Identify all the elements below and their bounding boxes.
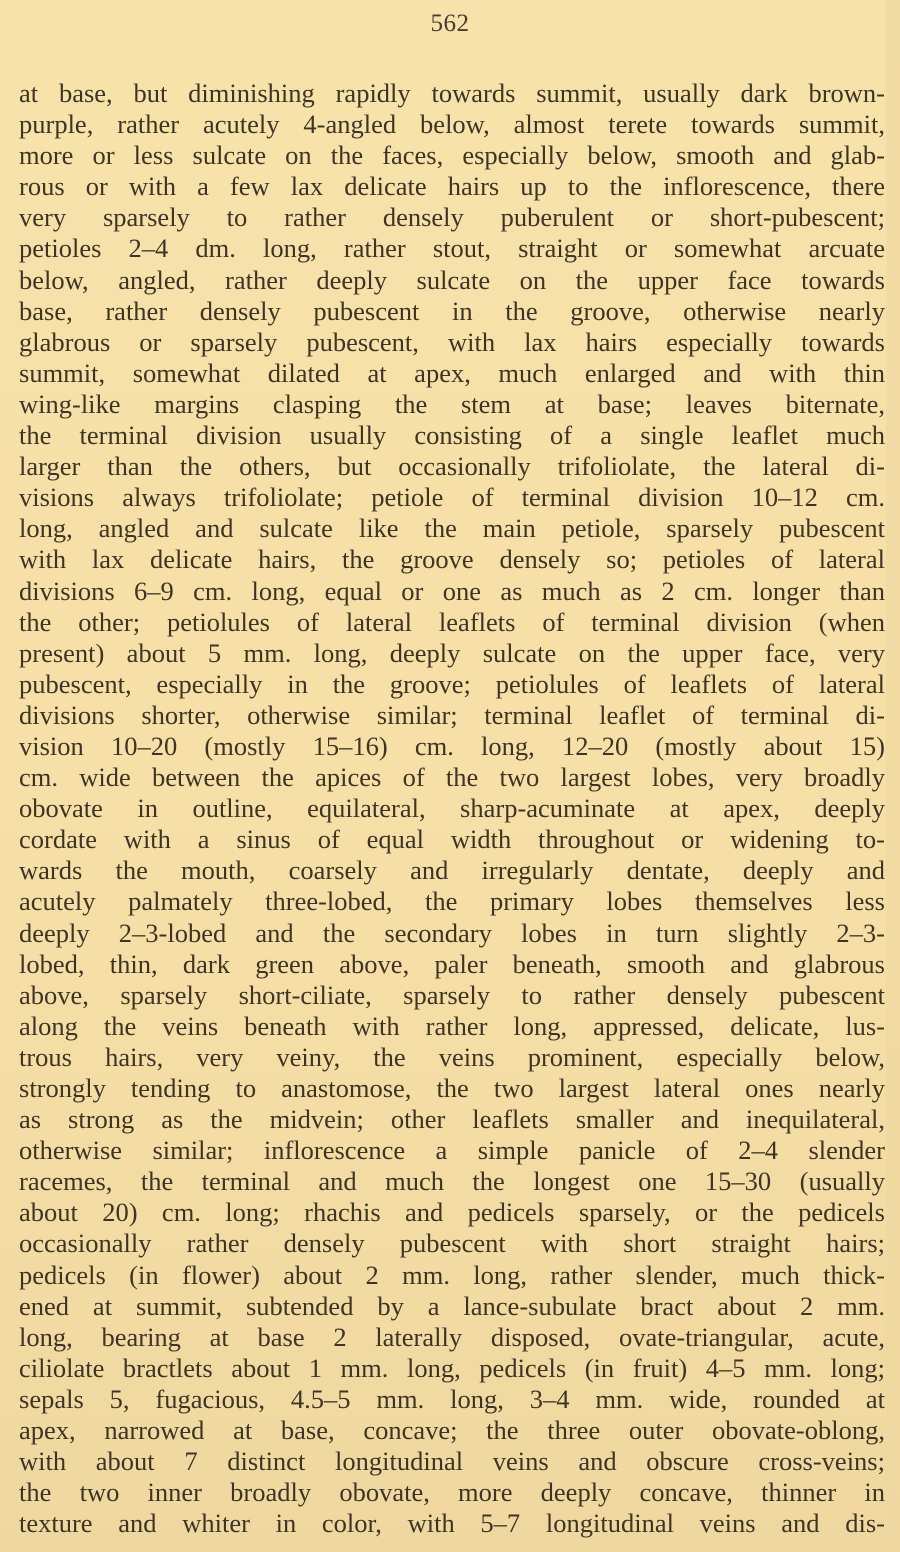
text-line: cm. wide between the apices of the two largest lobes, very broadly [19, 762, 885, 793]
text-line: otherwise similar; inflorescence a simple panicle of 2–4 slender [19, 1135, 885, 1166]
text-line: the other; petiolules of lateral leaflets of terminal division (when [19, 606, 885, 637]
page-edge [886, 0, 900, 1552]
text-line: ened at summit, subtended by a lance-subulate bract about 2 mm. [19, 1290, 885, 1321]
text-line: obovate in outline, equilateral, sharp-acuminate at apex, deeply [19, 793, 885, 824]
text-line: glabrous or sparsely pubescent, with lax hairs especially towards [19, 326, 885, 357]
text-line: acutely palmately three-lobed, the primary lobes themselves less [19, 886, 885, 917]
text-line: texture and whiter in color, with 5–7 longitudinal veins and dis- [19, 1508, 885, 1539]
text-line: base, rather densely pubescent in the groove, otherwise nearly [19, 295, 885, 326]
text-line: pedicels (in flower) about 2 mm. long, rather slender, much thick- [19, 1259, 885, 1290]
text-line: strongly tending to anastomose, the two largest lateral ones nearly [19, 1073, 885, 1103]
text-line: purple, rather acutely 4-angled below, almost terete towards summit, [19, 109, 885, 140]
text-line: below, angled, rather deeply sulcate on the upper face towards [19, 264, 885, 295]
text-line: racemes, the terminal and much the longest one 15–30 (usually [19, 1166, 885, 1197]
text-line: with about 7 distinct longitudinal veins and obscure cross-veins; [19, 1446, 885, 1477]
text-line: cordate with a sinus of equal width throughout or widening to- [19, 824, 885, 855]
text-line: with lax delicate hairs, the groove densely so; petioles of lateral [19, 544, 885, 575]
text-line: present) about 5 mm. long, deeply sulcate on the upper face, very [19, 637, 885, 668]
text-line: as strong as the midvein; other leaflets smaller and inequilateral, [19, 1104, 885, 1135]
text-line: visions always trifoliolate; petiole of terminal division 10–12 cm. [19, 482, 885, 513]
text-line: the two inner broadly obovate, more deeply concave, thinner in [19, 1477, 885, 1508]
text-line: sepals 5, fugacious, 4.5–5 mm. long, 3–4 mm. wide, rounded at [19, 1383, 885, 1414]
text-line: very sparsely to rather densely puberulent or short-pubescent; [19, 202, 885, 233]
text-line: larger than the others, but occasionally trifoliolate, the lateral di- [19, 451, 885, 482]
text-line: the terminal division usually consisting of a single leaflet much [19, 420, 885, 451]
page-number: 562 [430, 10, 470, 37]
text-line: pubescent, especially in the groove; petiolules of leaflets of lateral [19, 668, 885, 699]
text-line: vision 10–20 (mostly 15–16) cm. long, 12–20 (mostly about 15) [19, 730, 885, 761]
body-text [19, 78, 885, 1539]
text-line: trous hairs, very veiny, the veins prominent, especially below, [19, 1041, 885, 1072]
text-line: about 20) cm. long; rhachis and pedicels sparsely, or the pedicels [19, 1197, 885, 1228]
text-line: at base, but diminishing rapidly towards summit, usually dark brown- [19, 78, 885, 108]
text-line: more or less sulcate on the faces, especially below, smooth and glab- [19, 140, 885, 171]
text-line: deeply 2–3-lobed and the secondary lobes in turn slightly 2–3- [19, 917, 885, 948]
text-line: wards the mouth, coarsely and irregularly dentate, deeply and [19, 855, 885, 886]
text-line: apex, narrowed at base, concave; the three outer obovate-oblong, [19, 1415, 885, 1446]
text-line: ciliolate bractlets about 1 mm. long, pedicels (in fruit) 4–5 mm. long; [19, 1352, 885, 1383]
text-line: divisions 6–9 cm. long, equal or one as much as 2 cm. longer than [19, 575, 885, 606]
text-line: rous or with a few lax delicate hairs up to the inflorescence, there [19, 171, 885, 202]
text-line: wing-like margins clasping the stem at base; leaves biternate, [19, 388, 885, 419]
text-line: lobed, thin, dark green above, paler beneath, smooth and glabrous [19, 948, 885, 979]
text-line: along the veins beneath with rather long, appressed, delicate, lus- [19, 1010, 885, 1041]
text-line: occasionally rather densely pubescent with short straight hairs; [19, 1228, 885, 1259]
text-line: divisions shorter, otherwise similar; terminal leaflet of terminal di- [19, 699, 885, 730]
text-line: above, sparsely short-ciliate, sparsely to rather densely pubescent [19, 979, 885, 1010]
text-line: long, angled and sulcate like the main petiole, sparsely pubescent [19, 513, 885, 544]
text-line: summit, somewhat dilated at apex, much enlarged and with thin [19, 357, 885, 388]
text-line: petioles 2–4 dm. long, rather stout, straight or somewhat arcuate [19, 233, 885, 264]
text-line: long, bearing at base 2 laterally disposed, ovate-triangular, acute, [19, 1321, 885, 1352]
